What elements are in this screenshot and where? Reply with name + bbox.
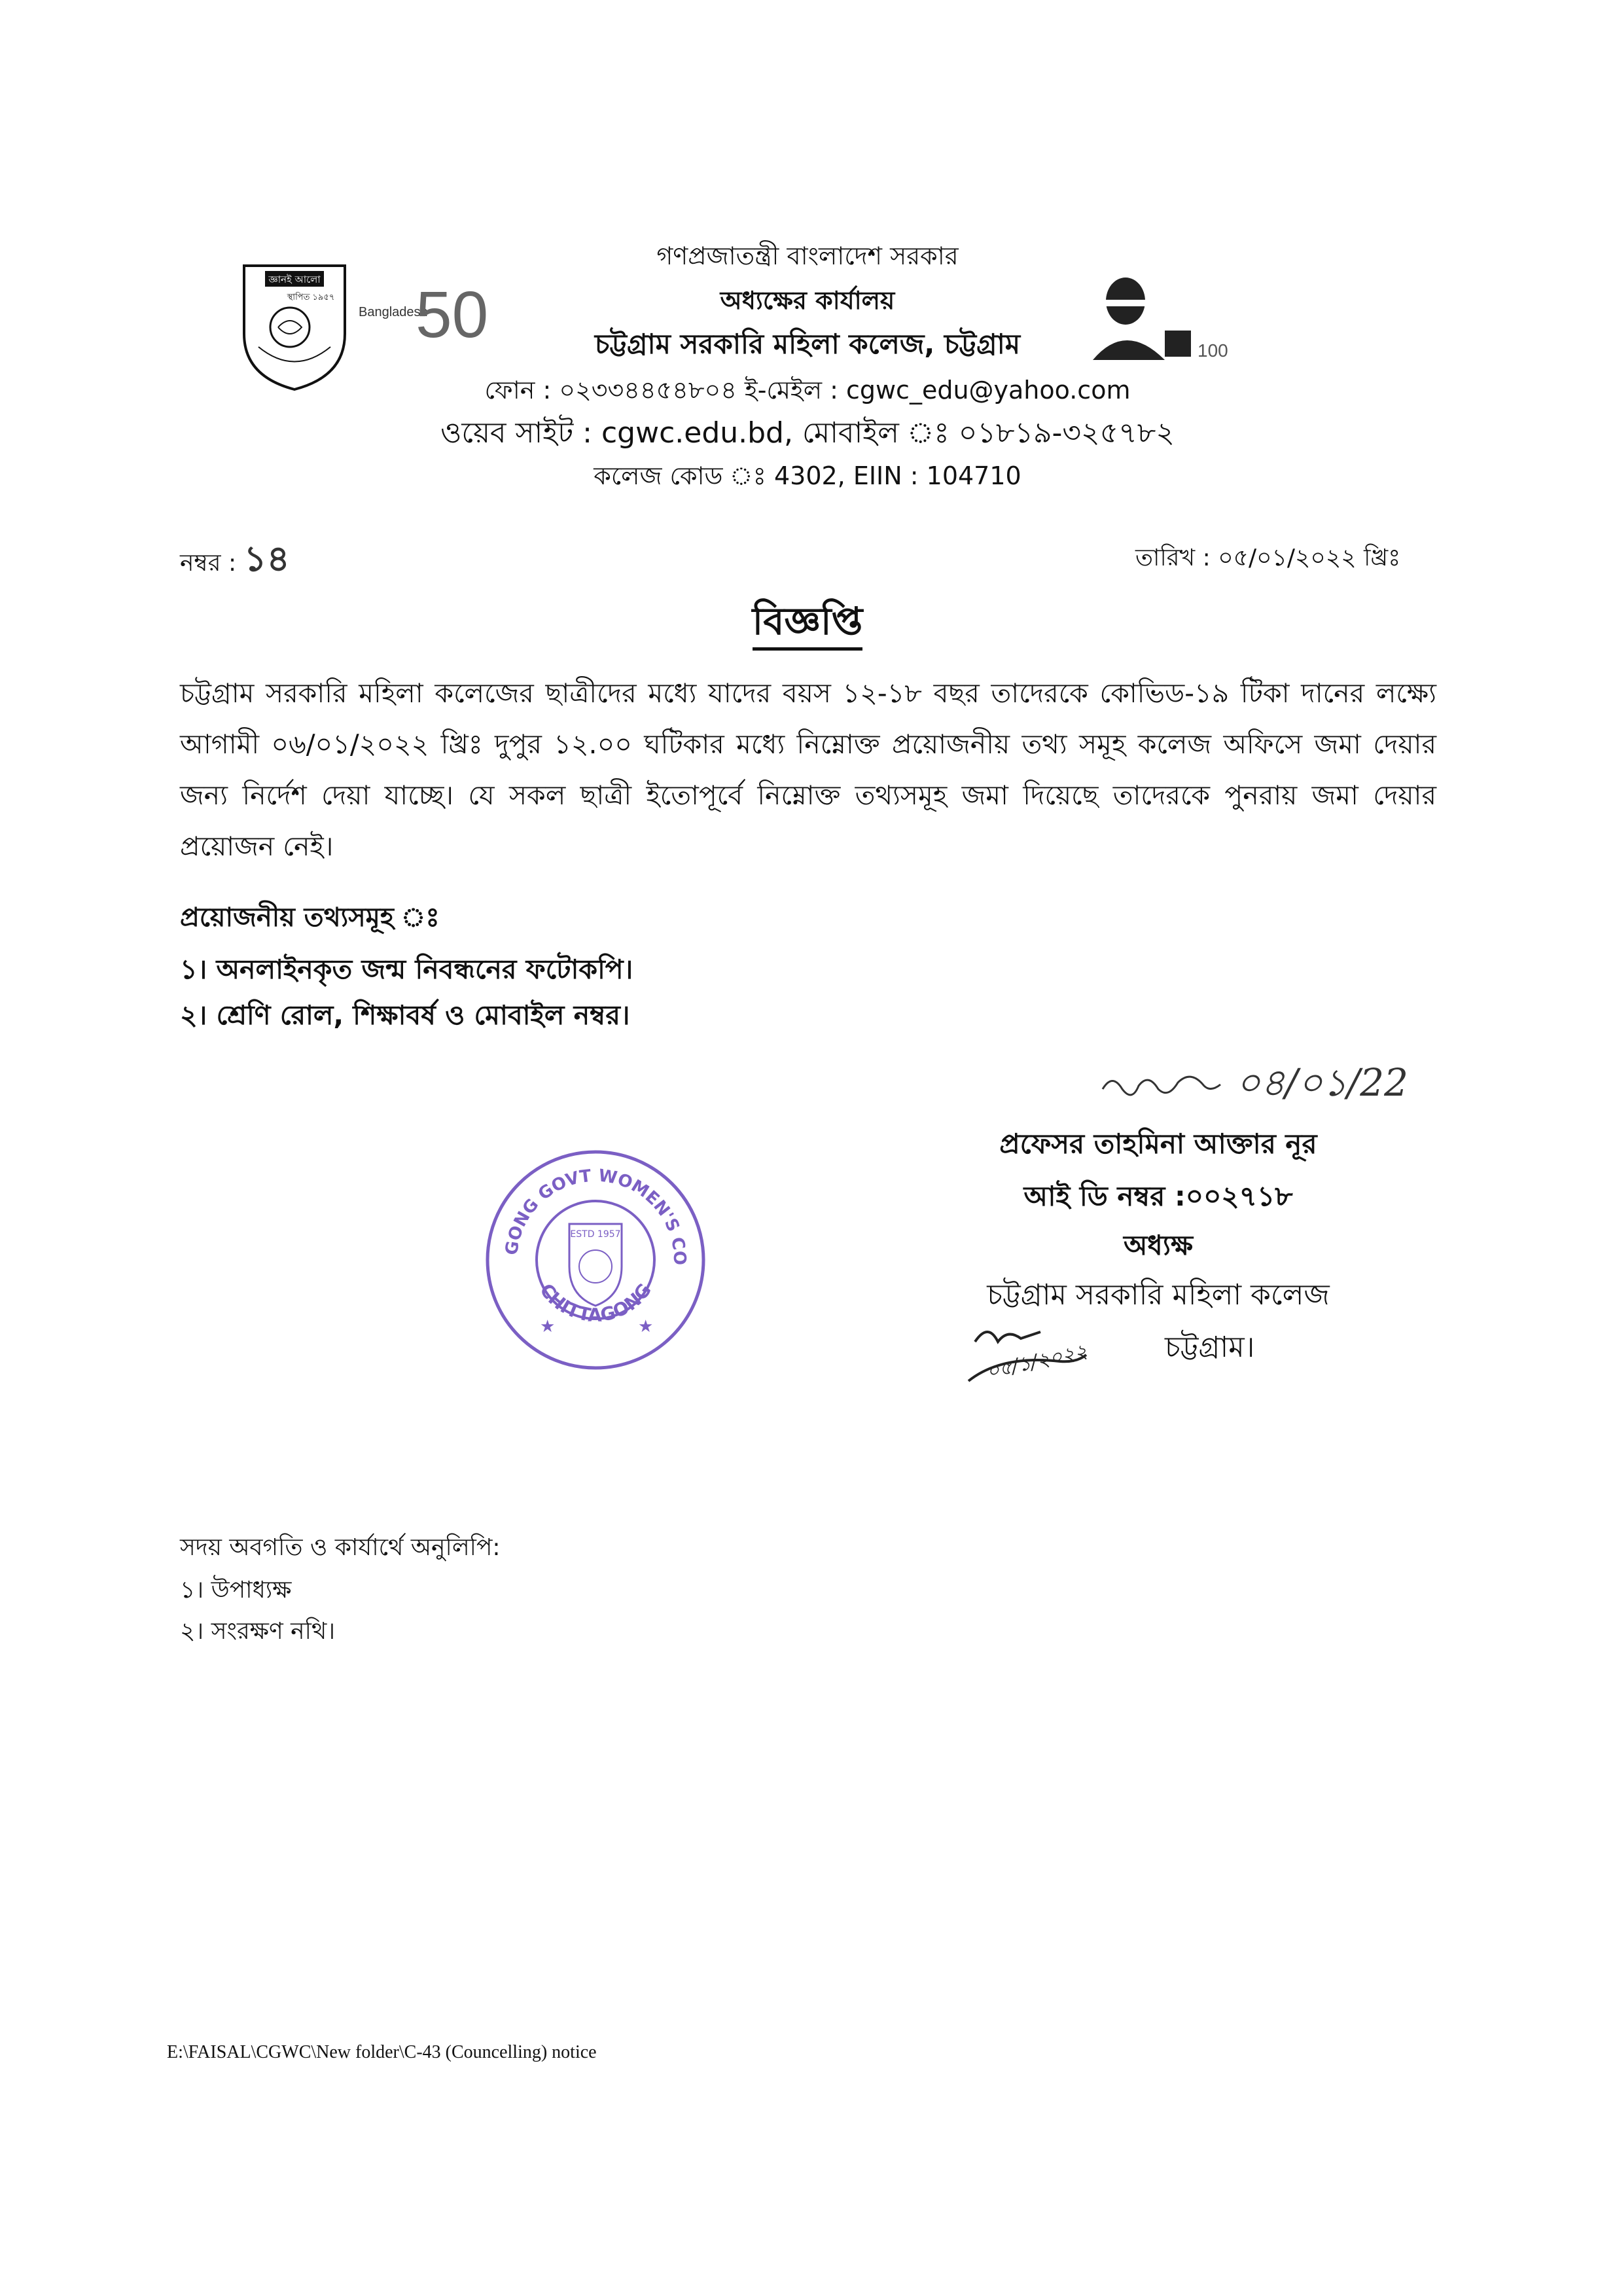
college-logo <box>239 262 350 393</box>
seal-bottom-text: CHITTAGONG <box>535 1279 656 1326</box>
notice-title: বিজ্ঞপ্তি <box>0 592 1615 656</box>
logo-fifty-text: Bangladesh <box>359 305 428 319</box>
logo-motto: জ্ঞানই আলো <box>268 274 321 285</box>
file-path-footer: E:\FAISAL\CGWC\New folder\C-43 (Councelling) notice <box>167 2042 597 2062</box>
memo-number-value: ১৪ <box>243 537 290 579</box>
mujib-100-logo <box>1086 268 1228 367</box>
copy-heading: সদয় অবগতি ও কার্যার্থে অনুলিপি: <box>180 1534 501 1561</box>
logo-est: স্থাপিত ১৯৫৭ <box>287 293 335 302</box>
requirements-heading: প্রয়োজনীয় তথ্যসমূহ ঃ <box>180 903 440 933</box>
initial-scribble <box>962 1316 1093 1394</box>
copy-item: ২। সংরক্ষণ নথি। <box>180 1618 336 1645</box>
seal-est: ESTD 1957 <box>570 1229 621 1240</box>
header-code: কলেজ কোড ঃ 4302, EIIN : 104710 <box>594 461 1021 490</box>
header-office: অধ্যক্ষের কার্যালয় <box>720 286 895 315</box>
signatory-institution: চট্টগ্রাম সরকারি মহিলা কলেজ <box>987 1278 1330 1312</box>
requirement-item: ১। অনলাইনকৃত জন্ম নিবন্ধনের ফটোকপি। <box>180 954 633 985</box>
initial-date: ০৫/১/২০২২ <box>984 1340 1090 1384</box>
seal-top-text: GONG GOVT WOMEN'S CO <box>501 1166 690 1266</box>
signatory-name: প্রফেসর তাহমিনা আক্তার নূর <box>999 1128 1317 1160</box>
signatory-designation: অধ্যক্ষ <box>1123 1229 1194 1261</box>
mujib-num: 100 <box>1198 340 1228 361</box>
handwritten-date: ০৪/০১/22 <box>1099 1054 1408 1117</box>
memo-number-label: নম্বর : <box>180 550 237 577</box>
signatory-id: আই ডি নম্বর :০০২৭১৮ <box>1023 1180 1293 1212</box>
requirement-item: ২। শ্রেণি রোল, শিক্ষাবর্ষ ও মোবাইল নম্বর। <box>180 999 630 1031</box>
seal-star-icon: ★ <box>540 1317 556 1336</box>
notice-body: চট্টগ্রাম সরকারি মহিলা কলেজের ছাত্রীদের মধ্যে যাদের বয়স ১২-১৮ বছর তাদেরকে কোভিড-১৯ টিকা দানের লক্ষ্যে আগামী ০৬/০১/২০২২ খ্রিঃ দুপুর ১২.০০ ঘটিকার মধ্যে নিম্নোক্ত প্রয়োজনীয় তথ্য সমূহ কলেজ অফিসে জমা দেয়ার জন্য নির্দেশ দেয়া যাচ্ছে। যে সকল ছাত্রী ইতোপূর্বে নিম্নোক্ত তথ্যসমূহ জমা দিয়েছে তাদেরকে পুনরায় জমা দেয়ার প্রয়োজন নেই। <box>180 677 1436 862</box>
memo-number <box>180 531 290 590</box>
college-seal <box>481 1145 710 1374</box>
signatory-city: চট্টগ্রাম। <box>1165 1331 1255 1364</box>
header-website: ওয়েব সাইট : cgwc.edu.bd, মোবাইল ঃ ০১৮১৯-৩২৫৭৮২ <box>440 416 1175 450</box>
header-contact: ফোন : ০২৩৩৪৪৫৪৮০৪ ই-মেইল : cgwc_edu@yahoo.com <box>484 376 1131 404</box>
signature-scribble <box>1099 1066 1224 1105</box>
logo-fifty-num: 50 <box>416 278 489 351</box>
signatory-initial <box>962 1316 1093 1394</box>
header-college: চট্টগ্রাম সরকারি মহিলা কলেজ, চট্টগ্রাম <box>594 328 1021 360</box>
seal-star-icon: ★ <box>638 1317 654 1336</box>
header-government: গণপ্রজাতন্ত্রী বাংলাদেশ সরকার <box>656 242 959 270</box>
memo-date: তারিখ : ০৫/০১/২০২২ খ্রিঃ <box>1135 545 1401 571</box>
copy-item: ১। উপাধ্যক্ষ <box>180 1577 292 1604</box>
